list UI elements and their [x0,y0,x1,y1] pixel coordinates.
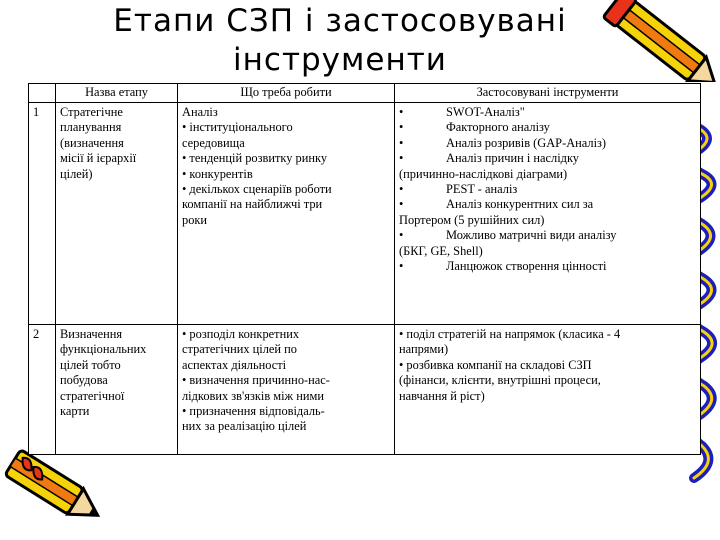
header-stage-name: Назва етапу [56,84,178,103]
list-item: • PEST - аналіз [399,182,518,197]
list-item: • Аналіз конкурентних сил за Портером (5 рушійних сил) [399,197,594,227]
header-tools: Застосовувані інструменти [395,84,701,103]
header-what-to-do: Що треба робити [178,84,395,103]
tools-cell: • поділ стратегій на напрямок (класика - 4 напрями) • розбивка компанії на складові СЗП (фінанси, клієнти, внутрішні процеси, навчання й ріст) [395,325,701,455]
slide-title-line-1: Етапи СЗП і застосовувані [113,3,567,39]
header-number [29,84,56,103]
list-item: • Аналіз причин і наслідку (причинно-наслідкові діаграми) [399,151,579,181]
stage-name-cell: Визначення функціональних цілей тобто побудова стратегічної карти [56,325,178,455]
row-number: 2 [29,325,56,455]
list-item: • SWOT-Аналіз" [399,105,525,119]
table-header-row [29,84,701,103]
what-to-do-cell: Аналіз • інституціонального середовища • тенденцій розвитку ринку • конкурентів • декількох сценаріїв роботи компанії на найближчі три роки [178,103,395,325]
pencil-bottom-icon [0,448,110,534]
what-to-do-cell: • розподіл конкретних стратегічних цілей по аспектах діяльності • визначення причинно-нас- лідкових зв'язків між ними • призначення відповідаль- них за реалізацію цілей [178,325,395,455]
pencil-top-icon [596,0,720,82]
list-item: • Ланцюжок створення цінності [399,259,607,274]
list-item: • Аналіз розривів (GAP-Аналіз) [399,135,607,150]
table-row [29,325,701,455]
list-item: • Факторного аналізу [399,120,550,135]
slide-title [90,2,590,80]
list-item: • Можливо матричні види аналізу (БКГ, GE, Shell) [399,228,617,258]
slide-title-line-2: інструменти [233,42,447,78]
stage-name-cell: Стратегічне планування (визначення місії й ієрархії цілей) [56,103,178,325]
stages-table [28,83,701,455]
table-row [29,103,701,325]
row-number: 1 [29,103,56,325]
tools-cell [395,103,701,325]
